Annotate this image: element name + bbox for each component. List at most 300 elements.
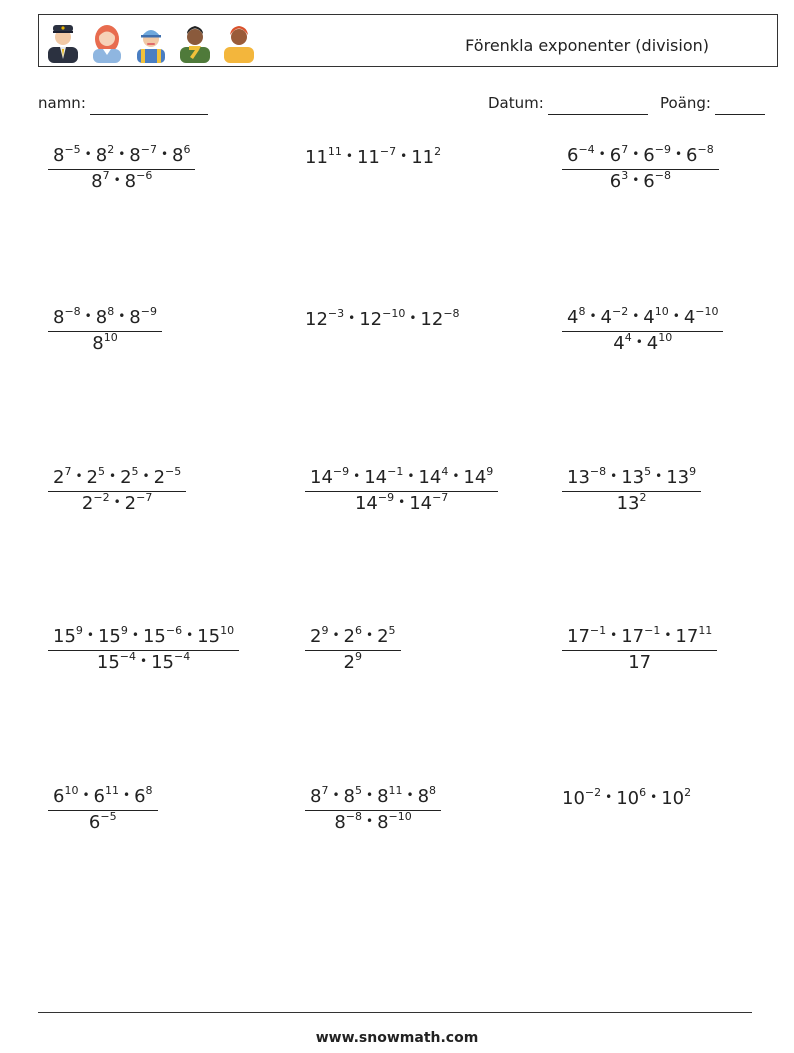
base: 14	[310, 467, 333, 488]
exponent: 5	[97, 465, 105, 478]
exponent: −7	[379, 145, 397, 158]
exponent: −7	[432, 491, 449, 504]
base: 6	[88, 812, 101, 833]
exponent: −5	[100, 810, 117, 823]
multiply-dot: •	[75, 469, 83, 483]
base: 4	[643, 307, 655, 328]
footer-url: www.snowmath.com	[315, 1030, 479, 1046]
avatar-row	[45, 19, 257, 63]
power-term	[562, 788, 601, 809]
base: 15	[151, 652, 174, 673]
numerator	[562, 624, 717, 651]
multiply-dot: •	[632, 309, 640, 323]
base: 12	[420, 309, 444, 330]
exponent: 10	[64, 784, 79, 797]
power-term	[567, 467, 606, 488]
base: 8	[417, 786, 430, 807]
multiply-dot: •	[610, 628, 618, 642]
power-term	[53, 626, 83, 647]
power-term	[197, 626, 234, 647]
numerator	[48, 465, 186, 492]
exponent: 9	[120, 624, 128, 637]
base: 10	[562, 788, 585, 809]
multiply-dot: •	[672, 309, 680, 323]
power-term	[364, 467, 403, 488]
base: 4	[683, 307, 696, 328]
power-term	[666, 467, 696, 488]
exponent: −10	[388, 810, 412, 823]
worksheet-header	[38, 14, 778, 67]
base: 10	[661, 788, 685, 809]
problem-2	[305, 145, 442, 168]
multiply-dot: •	[635, 335, 643, 349]
power-term	[120, 467, 138, 488]
multiply-dot: •	[131, 628, 139, 642]
power-term	[616, 788, 646, 809]
base: 6	[53, 786, 65, 807]
exponent: 2	[107, 143, 115, 156]
base: 14	[409, 493, 433, 514]
exponent: 7	[64, 465, 72, 478]
exponent: 9	[321, 624, 329, 637]
exponent: 2	[434, 145, 442, 158]
exponent: 9	[354, 650, 362, 663]
base: 14	[418, 467, 442, 488]
power-term	[92, 333, 117, 354]
exponent: 5	[354, 784, 362, 797]
multiply-dot: •	[108, 469, 117, 483]
base: 8	[172, 145, 184, 166]
problem-7	[48, 465, 186, 514]
date-blank[interactable]	[548, 96, 648, 115]
power-term	[98, 626, 128, 647]
base: 15	[97, 626, 121, 647]
base: 6	[609, 171, 622, 192]
fraction	[562, 624, 717, 673]
multiply-dot: •	[332, 628, 340, 642]
date-label: Datum:	[488, 94, 544, 112]
multiply-dot: •	[86, 628, 94, 642]
exponent: −5	[64, 143, 81, 156]
score-label: Poäng:	[660, 94, 711, 112]
denominator	[562, 492, 701, 513]
exponent: 10	[220, 624, 235, 637]
numerator	[305, 465, 498, 492]
power-term	[661, 788, 691, 809]
base: 2	[310, 626, 322, 647]
exponent: 9	[689, 465, 697, 478]
base: 8	[95, 307, 108, 328]
power-term	[96, 307, 114, 328]
base: 2	[153, 467, 166, 488]
base: 13	[616, 493, 640, 514]
exponent: 8	[107, 305, 115, 318]
denominator	[305, 651, 401, 672]
multiply-dot: •	[632, 173, 640, 187]
fraction	[48, 784, 158, 833]
base: 8	[343, 786, 355, 807]
base: 8	[95, 145, 108, 166]
multiply-dot: •	[142, 469, 150, 483]
multiply-dot: •	[113, 495, 121, 509]
base: 8	[129, 145, 141, 166]
multiply-dot: •	[406, 788, 414, 802]
power-term	[344, 626, 362, 647]
exponent: 4	[624, 331, 632, 344]
power-term	[686, 145, 714, 166]
exponent: −6	[165, 624, 183, 637]
multiply-dot: •	[345, 149, 353, 163]
power-term	[134, 786, 152, 807]
exponent: −8	[654, 169, 671, 182]
base: 6	[643, 145, 655, 166]
fraction	[562, 465, 701, 514]
fraction	[562, 143, 719, 192]
exponent: −4	[119, 650, 136, 663]
base: 15	[142, 626, 166, 647]
base: 17	[567, 626, 590, 647]
problem-10	[48, 624, 239, 673]
base: 6	[686, 145, 698, 166]
problem-6	[562, 305, 723, 354]
exponent: −9	[332, 465, 350, 478]
base: 11	[305, 147, 328, 168]
base: 11	[411, 147, 435, 168]
fraction	[48, 305, 162, 354]
numerator	[48, 784, 158, 811]
score-blank[interactable]	[715, 96, 765, 115]
fraction	[305, 784, 441, 833]
base: 14	[364, 467, 388, 488]
numerator	[562, 465, 701, 492]
base: 6	[609, 145, 622, 166]
fraction	[562, 305, 723, 354]
exponent: −2	[93, 491, 110, 504]
exponent: −4	[578, 143, 595, 156]
numerator	[48, 143, 195, 170]
power-term	[172, 145, 190, 166]
product-expression	[562, 788, 691, 809]
power-term	[621, 626, 660, 647]
multiply-dot: •	[605, 790, 613, 804]
power-term	[355, 493, 394, 514]
multiply-dot: •	[398, 495, 406, 509]
multiply-dot: •	[598, 147, 606, 161]
multiply-dot: •	[664, 628, 672, 642]
exponent: −2	[584, 786, 602, 799]
denominator	[48, 332, 162, 353]
multiply-dot: •	[400, 149, 408, 163]
exponent: 5	[131, 465, 139, 478]
exponent: −7	[140, 143, 157, 156]
base: 2	[343, 652, 355, 673]
multiply-dot: •	[348, 311, 356, 325]
power-term	[91, 171, 109, 192]
power-term	[567, 626, 606, 647]
base: 17	[621, 626, 645, 647]
woman-avatar-icon	[89, 19, 125, 63]
power-term	[129, 145, 157, 166]
name-field[interactable]	[38, 94, 208, 115]
base: 14	[354, 493, 378, 514]
power-term	[344, 786, 362, 807]
power-term	[359, 309, 405, 330]
power-term	[628, 652, 651, 673]
power-term	[89, 812, 117, 833]
exponent: 7	[321, 784, 329, 797]
worker-avatar-icon	[133, 19, 169, 63]
fraction	[48, 465, 186, 514]
base: 2	[53, 467, 65, 488]
exponent: −8	[64, 305, 81, 318]
power-term	[53, 307, 81, 328]
exponent: 8	[578, 305, 586, 318]
base: 12	[305, 309, 328, 330]
denominator	[562, 332, 723, 353]
exponent: −8	[443, 307, 460, 320]
exponent: 5	[644, 465, 652, 478]
base: 2	[377, 626, 389, 647]
multiply-dot: •	[332, 788, 340, 802]
base: 2	[81, 493, 94, 514]
exponent: −9	[140, 305, 157, 318]
exponent: 7	[621, 143, 629, 156]
power-term	[420, 309, 459, 330]
base: 13	[567, 467, 590, 488]
denominator	[48, 170, 195, 191]
exponent: −5	[165, 465, 182, 478]
power-term	[53, 786, 78, 807]
power-term	[643, 171, 671, 192]
base: 11	[356, 147, 380, 168]
power-term	[613, 333, 631, 354]
power-term	[377, 812, 412, 833]
numerator	[305, 784, 441, 811]
numerator	[48, 624, 239, 651]
name-blank[interactable]	[90, 96, 208, 115]
multiply-dot: •	[655, 469, 663, 483]
pilot-avatar-icon	[45, 19, 81, 63]
base: 4	[646, 333, 659, 354]
power-term	[305, 309, 344, 330]
exponent: −9	[377, 491, 395, 504]
exponent: 4	[441, 465, 449, 478]
multiply-dot: •	[84, 309, 92, 323]
exponent: 11	[327, 145, 342, 158]
denominator	[48, 651, 239, 672]
base: 8	[377, 812, 389, 833]
exponent: −7	[136, 491, 153, 504]
person-avatar-icon	[221, 19, 257, 63]
exponent: −3	[327, 307, 345, 320]
numerator	[562, 143, 719, 170]
base: 2	[343, 626, 355, 647]
base: 13	[621, 467, 645, 488]
numerator	[48, 305, 162, 332]
multiply-dot: •	[118, 309, 126, 323]
power-term	[53, 145, 81, 166]
power-term	[94, 786, 119, 807]
worksheet-title: Förenkla exponenter (division)	[465, 36, 709, 55]
exponent: 6	[639, 786, 647, 799]
power-term	[310, 786, 328, 807]
base: 2	[120, 467, 132, 488]
numerator	[305, 624, 401, 651]
power-term	[151, 652, 190, 673]
problem-4	[48, 305, 162, 354]
base: 8	[334, 812, 346, 833]
exponent: 11	[104, 784, 119, 797]
problem-5	[305, 307, 460, 330]
exponent: 9	[486, 465, 494, 478]
multiply-dot: •	[365, 814, 374, 828]
power-term	[310, 467, 349, 488]
base: 14	[463, 467, 487, 488]
score-field[interactable]	[660, 94, 765, 115]
multiply-dot: •	[589, 309, 597, 323]
base: 6	[643, 171, 655, 192]
base: 4	[567, 307, 579, 328]
footer-divider	[38, 1012, 752, 1013]
power-term	[647, 333, 672, 354]
exponent: 11	[388, 784, 403, 797]
power-term	[675, 626, 712, 647]
power-term	[643, 307, 668, 328]
multiply-dot: •	[118, 147, 126, 161]
base: 8	[53, 307, 65, 328]
power-term	[96, 145, 114, 166]
exponent: 10	[103, 331, 118, 344]
power-term	[53, 467, 71, 488]
exponent: 11	[698, 624, 713, 637]
power-term	[643, 145, 671, 166]
multiply-dot: •	[186, 628, 194, 642]
problem-14	[305, 784, 441, 833]
exponent: −10	[382, 307, 406, 320]
denominator	[305, 492, 498, 513]
problem-9	[562, 465, 701, 514]
denominator	[562, 651, 717, 672]
multiply-dot: •	[365, 788, 374, 802]
base: 15	[53, 626, 76, 647]
multiply-dot: •	[122, 788, 131, 802]
base: 6	[567, 145, 579, 166]
base: 8	[91, 171, 103, 192]
power-term	[305, 147, 342, 168]
multiply-dot: •	[407, 469, 415, 483]
multiply-dot: •	[632, 147, 640, 161]
multiply-dot: •	[353, 469, 361, 483]
base: 8	[92, 333, 104, 354]
power-term	[143, 626, 182, 647]
problem-13	[48, 784, 158, 833]
problem-11	[305, 624, 401, 673]
exponent: −8	[589, 465, 607, 478]
power-term	[87, 467, 105, 488]
problem-8	[305, 465, 498, 514]
power-term	[125, 493, 153, 514]
power-term	[463, 467, 493, 488]
power-term	[418, 467, 448, 488]
exponent: −2	[611, 305, 629, 318]
exponent: −8	[697, 143, 714, 156]
power-term	[377, 786, 402, 807]
exponent: 2	[639, 491, 647, 504]
power-term	[411, 147, 441, 168]
problem-1	[48, 143, 195, 192]
base: 2	[124, 493, 137, 514]
exponent: 8	[429, 784, 437, 797]
multiply-dot: •	[113, 173, 121, 187]
fraction	[305, 624, 401, 673]
base: 8	[124, 171, 137, 192]
base: 2	[86, 467, 98, 488]
power-term	[125, 171, 153, 192]
power-term	[610, 145, 628, 166]
exponent: 6	[183, 143, 191, 156]
power-term	[357, 147, 396, 168]
multiply-dot: •	[610, 469, 618, 483]
base: 17	[628, 652, 652, 673]
exponent: 2	[684, 786, 692, 799]
denominator	[48, 811, 158, 832]
power-term	[601, 307, 629, 328]
power-term	[344, 652, 362, 673]
power-term	[310, 626, 328, 647]
power-term	[97, 652, 136, 673]
power-term	[409, 493, 448, 514]
power-term	[610, 171, 628, 192]
multiply-dot: •	[365, 628, 374, 642]
denominator	[48, 492, 186, 513]
base: 4	[600, 307, 612, 328]
power-term	[418, 786, 436, 807]
exponent: 10	[654, 305, 669, 318]
power-term	[154, 467, 182, 488]
scarf-person-avatar-icon	[177, 19, 213, 63]
base: 6	[134, 786, 146, 807]
problem-3	[562, 143, 719, 192]
power-term	[334, 812, 362, 833]
multiply-dot: •	[409, 311, 417, 325]
power-term	[567, 307, 585, 328]
denominator	[305, 811, 441, 832]
base: 8	[310, 786, 322, 807]
base: 12	[359, 309, 383, 330]
multiply-dot: •	[140, 654, 148, 668]
base: 4	[613, 333, 625, 354]
base: 8	[377, 786, 389, 807]
power-term	[567, 145, 595, 166]
numerator	[562, 305, 723, 332]
multiply-dot: •	[160, 147, 169, 161]
power-term	[621, 467, 651, 488]
power-term	[129, 307, 157, 328]
power-term	[617, 493, 647, 514]
exponent: −6	[136, 169, 153, 182]
problem-15	[562, 786, 692, 809]
exponent: −8	[345, 810, 362, 823]
base: 13	[666, 467, 690, 488]
date-field[interactable]	[488, 94, 648, 115]
base: 8	[53, 145, 65, 166]
fraction	[48, 143, 195, 192]
product-expression	[305, 147, 441, 168]
power-term	[377, 626, 395, 647]
fraction	[305, 465, 498, 514]
denominator	[562, 170, 719, 191]
exponent: −1	[387, 465, 404, 478]
